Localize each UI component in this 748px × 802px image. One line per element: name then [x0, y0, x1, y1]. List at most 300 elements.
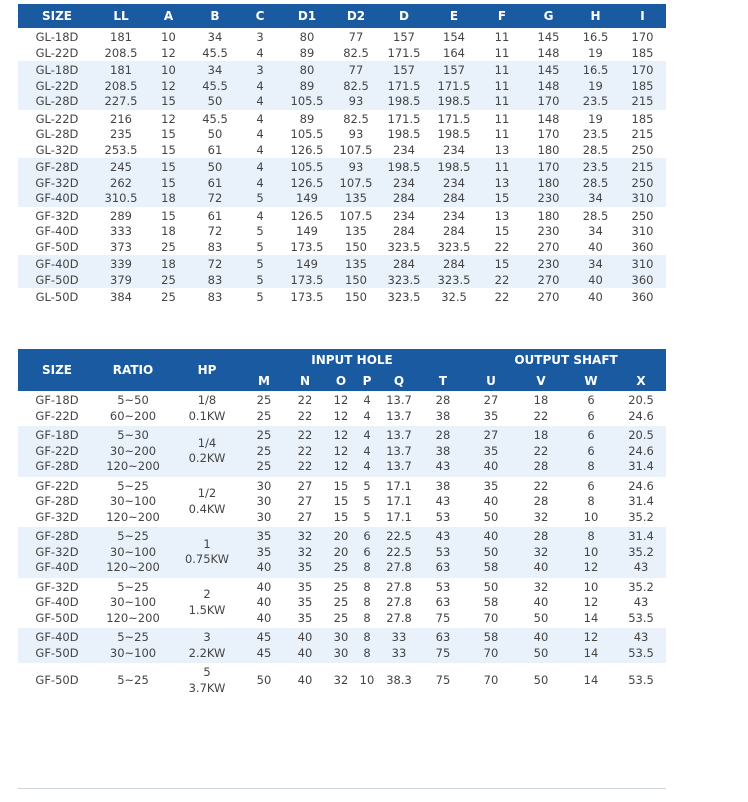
cell-value: GF-22D: [35, 443, 79, 458]
value-cell: [244, 663, 284, 698]
cell-value: 50: [533, 672, 549, 687]
value-cell: [333, 61, 379, 110]
value-cell: [429, 207, 479, 256]
cell-value: 323.5: [387, 272, 421, 287]
hp-cell: [170, 426, 244, 477]
value-cell: [333, 207, 379, 256]
value-cell: [96, 288, 146, 306]
cell-value: 215: [631, 160, 654, 174]
column-header: G: [525, 4, 572, 28]
cell-value: 4: [363, 393, 371, 407]
cell-value: 20: [333, 544, 349, 559]
cell-value: 180: [537, 208, 560, 223]
cell-value: 35: [256, 544, 272, 559]
value-cell: [525, 255, 572, 288]
cell-value: 30~100: [109, 595, 157, 609]
cell-value: 50: [207, 127, 223, 141]
value-cell: [191, 255, 239, 288]
cell-value: 50: [207, 94, 223, 108]
cell-value: 14: [583, 645, 599, 660]
cell-value: 8: [363, 610, 371, 625]
cell-value: 107.5: [339, 208, 373, 223]
cell-value: 234: [443, 142, 465, 157]
value-cell: [572, 207, 619, 256]
value-cell: [379, 28, 429, 61]
cell-value: 8: [587, 459, 595, 473]
cell-value: 50: [533, 610, 549, 625]
cell-value: 4: [363, 459, 371, 473]
cell-value: 15: [161, 160, 176, 174]
hp-cell: [170, 578, 244, 629]
kw-value: 2.2KW: [188, 645, 226, 660]
kw-value: 1.5KW: [188, 602, 226, 617]
cell-value: 43: [435, 459, 451, 473]
hp-cell: [170, 391, 244, 426]
cell-value: 24.6: [628, 478, 654, 493]
cell-value: 8: [363, 645, 371, 660]
column-header: D: [379, 4, 429, 28]
cell-value: 43: [633, 560, 649, 574]
value-cell: [572, 158, 619, 207]
cell-value: 27.8: [386, 610, 412, 625]
cell-value: GF-40D: [35, 191, 79, 205]
cell-value: 40: [256, 579, 272, 594]
cell-value: 63: [435, 560, 451, 574]
cell-value: 107.5: [339, 142, 373, 157]
cell-value: 284: [443, 224, 465, 238]
cell-value: 12: [161, 78, 176, 93]
cell-value: 30~100: [109, 645, 157, 660]
cell-value: 93: [348, 94, 364, 108]
cell-value: 17.1: [386, 494, 412, 508]
cell-value: 17.1: [386, 478, 412, 493]
cell-value: 70: [483, 645, 499, 660]
value-cell: [146, 28, 191, 61]
cell-value: 50: [207, 160, 223, 174]
cell-value: GL-22D: [35, 45, 79, 60]
cell-value: 5~25: [117, 630, 149, 644]
column-header: I: [619, 4, 666, 28]
sub-column-header: X: [616, 370, 666, 391]
cell-value: 89: [299, 78, 315, 93]
dimension-table: [18, 4, 666, 306]
cell-value: 360: [631, 290, 654, 304]
value-cell: [244, 628, 284, 663]
value-cell: [333, 255, 379, 288]
cell-value: 180: [537, 175, 560, 190]
cell-value: 148: [537, 45, 560, 60]
cell-value: 11: [494, 160, 510, 174]
cell-value: 11: [494, 127, 510, 141]
cell-value: 323.5: [387, 290, 421, 304]
header-ratio: RATIO: [96, 349, 170, 391]
table-row-group: [18, 527, 666, 578]
table-row-group: [18, 28, 666, 61]
cell-value: 25: [333, 610, 349, 625]
value-cell: [284, 527, 326, 578]
size-cell: [18, 207, 96, 256]
value-cell: [379, 61, 429, 110]
value-cell: [284, 663, 326, 698]
cell-value: 12: [583, 560, 599, 574]
value-cell: [191, 61, 239, 110]
motor-spec-table-body: [18, 391, 666, 698]
size-cell: [18, 663, 96, 698]
value-cell: [466, 663, 516, 698]
cell-value: 149: [296, 257, 318, 271]
value-cell: [356, 426, 378, 477]
cell-value: 12: [333, 428, 349, 442]
cell-value: 53: [435, 579, 451, 594]
table-row-group: [18, 391, 666, 426]
value-cell: [244, 391, 284, 426]
cell-value: GF-40D: [35, 630, 79, 644]
cell-value: 50: [533, 645, 549, 660]
cell-value: 3: [256, 63, 264, 77]
cell-value: 107.5: [339, 175, 373, 190]
value-cell: [326, 426, 356, 477]
cell-value: 77: [348, 63, 364, 77]
cell-value: 13.7: [386, 408, 412, 423]
cell-value: GF-22D: [35, 408, 79, 423]
cell-value: 5: [363, 509, 371, 524]
cell-value: 50: [483, 579, 499, 594]
cell-value: 323.5: [387, 239, 421, 254]
cell-value: 173.5: [290, 272, 324, 287]
cell-value: 28.5: [582, 142, 609, 157]
cell-value: 15: [333, 478, 349, 493]
value-cell: [244, 578, 284, 629]
cell-value: 339: [110, 257, 132, 271]
value-cell: [356, 578, 378, 629]
cell-value: 230: [537, 224, 560, 238]
cell-value: 19: [588, 78, 603, 93]
value-cell: [378, 477, 420, 528]
value-cell: [616, 628, 666, 663]
cell-value: 13.7: [386, 428, 412, 442]
value-cell: [616, 663, 666, 698]
cell-value: 22: [533, 408, 549, 423]
cell-value: 198.5: [387, 160, 421, 174]
cell-value: 12: [333, 459, 349, 473]
cell-value: 310: [631, 224, 654, 238]
cell-value: 61: [207, 142, 223, 157]
cell-value: 58: [483, 630, 499, 644]
cell-value: 77: [348, 30, 364, 44]
cell-value: 8: [363, 630, 371, 644]
cell-value: 50: [483, 544, 499, 559]
cell-value: 35: [483, 443, 499, 458]
value-cell: [572, 255, 619, 288]
cell-value: 22: [297, 393, 313, 407]
cell-value: 35.2: [628, 509, 654, 524]
cell-value: GL-50D: [35, 290, 79, 304]
value-cell: [356, 527, 378, 578]
cell-value: 234: [393, 142, 415, 157]
cell-value: 227.5: [104, 94, 138, 108]
value-cell: [239, 207, 281, 256]
cell-value: GF-32D: [35, 175, 79, 190]
cell-value: 6: [363, 529, 371, 543]
cell-value: 63: [435, 595, 451, 609]
cell-value: 16.5: [582, 30, 609, 44]
value-cell: [284, 628, 326, 663]
cell-value: 30~100: [109, 544, 157, 559]
value-cell: [566, 527, 616, 578]
cell-value: 8: [587, 529, 595, 543]
value-cell: [378, 527, 420, 578]
cell-value: GL-22D: [35, 111, 79, 126]
size-cell: [18, 288, 96, 306]
sub-column-header: P: [356, 370, 378, 391]
cell-value: 310: [631, 257, 654, 271]
cell-value: 12: [333, 393, 349, 407]
hp-cell: [170, 477, 244, 528]
value-cell: [379, 255, 429, 288]
cell-value: 25: [333, 579, 349, 594]
cell-value: 234: [443, 175, 465, 190]
cell-value: 13: [494, 175, 510, 190]
cell-value: 15: [161, 142, 176, 157]
cell-value: 38: [435, 478, 451, 493]
value-cell: [525, 61, 572, 110]
cell-value: 4: [256, 142, 264, 157]
cell-value: 6: [363, 544, 371, 559]
cell-value: 32: [533, 509, 549, 524]
value-cell: [326, 628, 356, 663]
cell-value: 25: [256, 408, 272, 423]
cell-value: 284: [393, 191, 415, 205]
cell-value: 15: [333, 509, 349, 524]
cell-value: 43: [435, 529, 451, 543]
cell-value: 40: [588, 272, 603, 287]
cell-value: 289: [110, 208, 132, 223]
value-cell: [378, 578, 420, 629]
cell-value: 171.5: [387, 45, 421, 60]
cell-value: 30: [256, 494, 272, 508]
size-cell: [18, 255, 96, 288]
kw-value: 3.7KW: [188, 680, 226, 695]
cell-value: 310: [631, 191, 654, 205]
cell-value: 262: [110, 175, 132, 190]
cell-value: 373: [110, 239, 132, 254]
cell-value: 234: [393, 208, 415, 223]
ratio-cell: [96, 391, 170, 426]
sub-column-header: W: [566, 370, 616, 391]
cell-value: 28.5: [582, 175, 609, 190]
cell-value: 5~50: [117, 393, 149, 407]
cell-value: 323.5: [437, 272, 471, 287]
cell-value: 5~25: [117, 478, 149, 493]
kw-value: 0.2KW: [188, 451, 226, 466]
cell-value: 250: [631, 142, 654, 157]
cell-value: 4: [363, 443, 371, 458]
hp-value: 5: [203, 665, 211, 679]
cell-value: 15: [161, 94, 176, 108]
cell-value: 18: [161, 191, 176, 205]
cell-value: 15: [161, 175, 176, 190]
cell-value: 164: [443, 45, 465, 60]
sub-column-header: Q: [378, 370, 420, 391]
value-cell: [378, 628, 420, 663]
cell-value: 215: [631, 94, 654, 108]
column-header: F: [479, 4, 525, 28]
cell-value: 28: [435, 393, 451, 407]
ratio-cell: [96, 527, 170, 578]
value-cell: [146, 255, 191, 288]
cell-value: GL-28D: [35, 94, 79, 108]
cell-value: 24.6: [628, 443, 654, 458]
cell-value: 4: [256, 175, 264, 190]
value-cell: [466, 426, 516, 477]
value-cell: [378, 391, 420, 426]
cell-value: 14: [583, 672, 599, 687]
cell-value: 22: [297, 459, 313, 473]
cell-value: 145: [537, 30, 560, 44]
cell-value: 208.5: [104, 45, 138, 60]
hp-value: 1/8: [197, 393, 217, 407]
cell-value: GF-50D: [35, 239, 79, 254]
cell-value: 5: [363, 494, 371, 508]
cell-value: 24.6: [628, 408, 654, 423]
cell-value: 25: [161, 239, 176, 254]
cell-value: 149: [296, 224, 318, 238]
cell-value: 22.5: [386, 544, 412, 559]
ratio-cell: [96, 426, 170, 477]
hp-value: 1: [203, 536, 211, 551]
cell-value: 181: [110, 63, 132, 77]
cell-value: 379: [110, 272, 132, 287]
value-cell: [572, 61, 619, 110]
cell-value: 20.5: [628, 428, 654, 442]
cell-value: 148: [537, 78, 560, 93]
cell-value: 40: [533, 630, 549, 644]
cell-value: 171.5: [437, 78, 471, 93]
cell-value: 13: [494, 142, 510, 157]
cell-value: 105.5: [290, 127, 324, 141]
cell-value: 181: [110, 30, 132, 44]
cell-value: 18: [161, 224, 176, 238]
value-cell: [616, 527, 666, 578]
cell-value: GF-28D: [35, 459, 79, 473]
cell-value: 25: [256, 459, 272, 473]
cell-value: 30: [333, 645, 349, 660]
cell-value: 43: [435, 494, 451, 508]
cell-value: 45: [256, 645, 272, 660]
value-cell: [420, 628, 466, 663]
cell-value: 6: [587, 393, 595, 407]
cell-value: 82.5: [343, 111, 369, 126]
kw-value: 0.1KW: [188, 408, 226, 423]
cell-value: 11: [494, 30, 510, 44]
cell-value: 12: [333, 408, 349, 423]
table-row-group: [18, 663, 666, 698]
value-cell: [616, 477, 666, 528]
column-header: B: [191, 4, 239, 28]
cell-value: GF-40D: [35, 560, 79, 574]
cell-value: 170: [631, 63, 654, 77]
cell-value: 43: [633, 595, 649, 609]
cell-value: 245: [110, 160, 132, 174]
cell-value: 72: [207, 224, 223, 238]
cell-value: 4: [256, 208, 264, 223]
cell-value: 40: [256, 610, 272, 625]
cell-value: 270: [537, 272, 560, 287]
cell-value: 4: [363, 408, 371, 423]
hp-value: 1/4: [197, 435, 217, 450]
cell-value: 43: [633, 630, 649, 644]
cell-value: 15: [494, 191, 510, 205]
cell-value: 12: [161, 111, 176, 126]
value-cell: [244, 527, 284, 578]
value-cell: [516, 663, 566, 698]
cell-value: 5: [256, 224, 264, 238]
cell-value: 22: [297, 408, 313, 423]
value-cell: [429, 158, 479, 207]
motor-spec-table-header: [18, 349, 666, 391]
cell-value: 61: [207, 175, 223, 190]
cell-value: 25: [161, 290, 176, 304]
cell-value: 40: [533, 595, 549, 609]
dimension-table-body: [18, 28, 666, 306]
cell-value: 40: [297, 645, 313, 660]
value-cell: [281, 207, 333, 256]
cell-value: 149: [296, 191, 318, 205]
cell-value: 63: [435, 630, 451, 644]
cell-value: 23.5: [582, 160, 609, 174]
table-row-group: [18, 477, 666, 528]
value-cell: [420, 527, 466, 578]
cell-value: 185: [631, 78, 654, 93]
cell-value: 30~100: [109, 494, 157, 508]
value-cell: [239, 110, 281, 159]
cell-value: 22: [494, 272, 510, 287]
value-cell: [326, 391, 356, 426]
cell-value: 35.2: [628, 579, 654, 594]
cell-value: 82.5: [343, 45, 369, 60]
value-cell: [146, 207, 191, 256]
value-cell: [616, 578, 666, 629]
cell-value: 11: [494, 63, 510, 77]
value-cell: [96, 28, 146, 61]
cell-value: 10: [583, 509, 599, 524]
cell-value: 5~25: [117, 579, 149, 594]
value-cell: [525, 110, 572, 159]
cell-value: GL-18D: [35, 30, 79, 44]
value-cell: [516, 628, 566, 663]
value-cell: [572, 110, 619, 159]
cell-value: 75: [435, 645, 451, 660]
cell-value: 170: [631, 30, 654, 44]
cell-value: GF-50D: [35, 672, 79, 687]
cell-value: 27: [297, 494, 313, 508]
cell-value: 32: [533, 579, 549, 594]
size-cell: [18, 628, 96, 663]
cell-value: 12: [583, 630, 599, 644]
value-cell: [239, 61, 281, 110]
cell-value: 45: [256, 630, 272, 644]
cell-value: 14: [583, 610, 599, 625]
value-cell: [379, 207, 429, 256]
cell-value: 40: [483, 529, 499, 543]
cell-value: 126.5: [290, 142, 324, 157]
value-cell: [466, 527, 516, 578]
cell-value: 198.5: [387, 127, 421, 141]
cell-value: 25: [333, 595, 349, 609]
cell-value: 150: [345, 272, 367, 287]
value-cell: [420, 426, 466, 477]
cell-value: 35: [256, 529, 272, 543]
